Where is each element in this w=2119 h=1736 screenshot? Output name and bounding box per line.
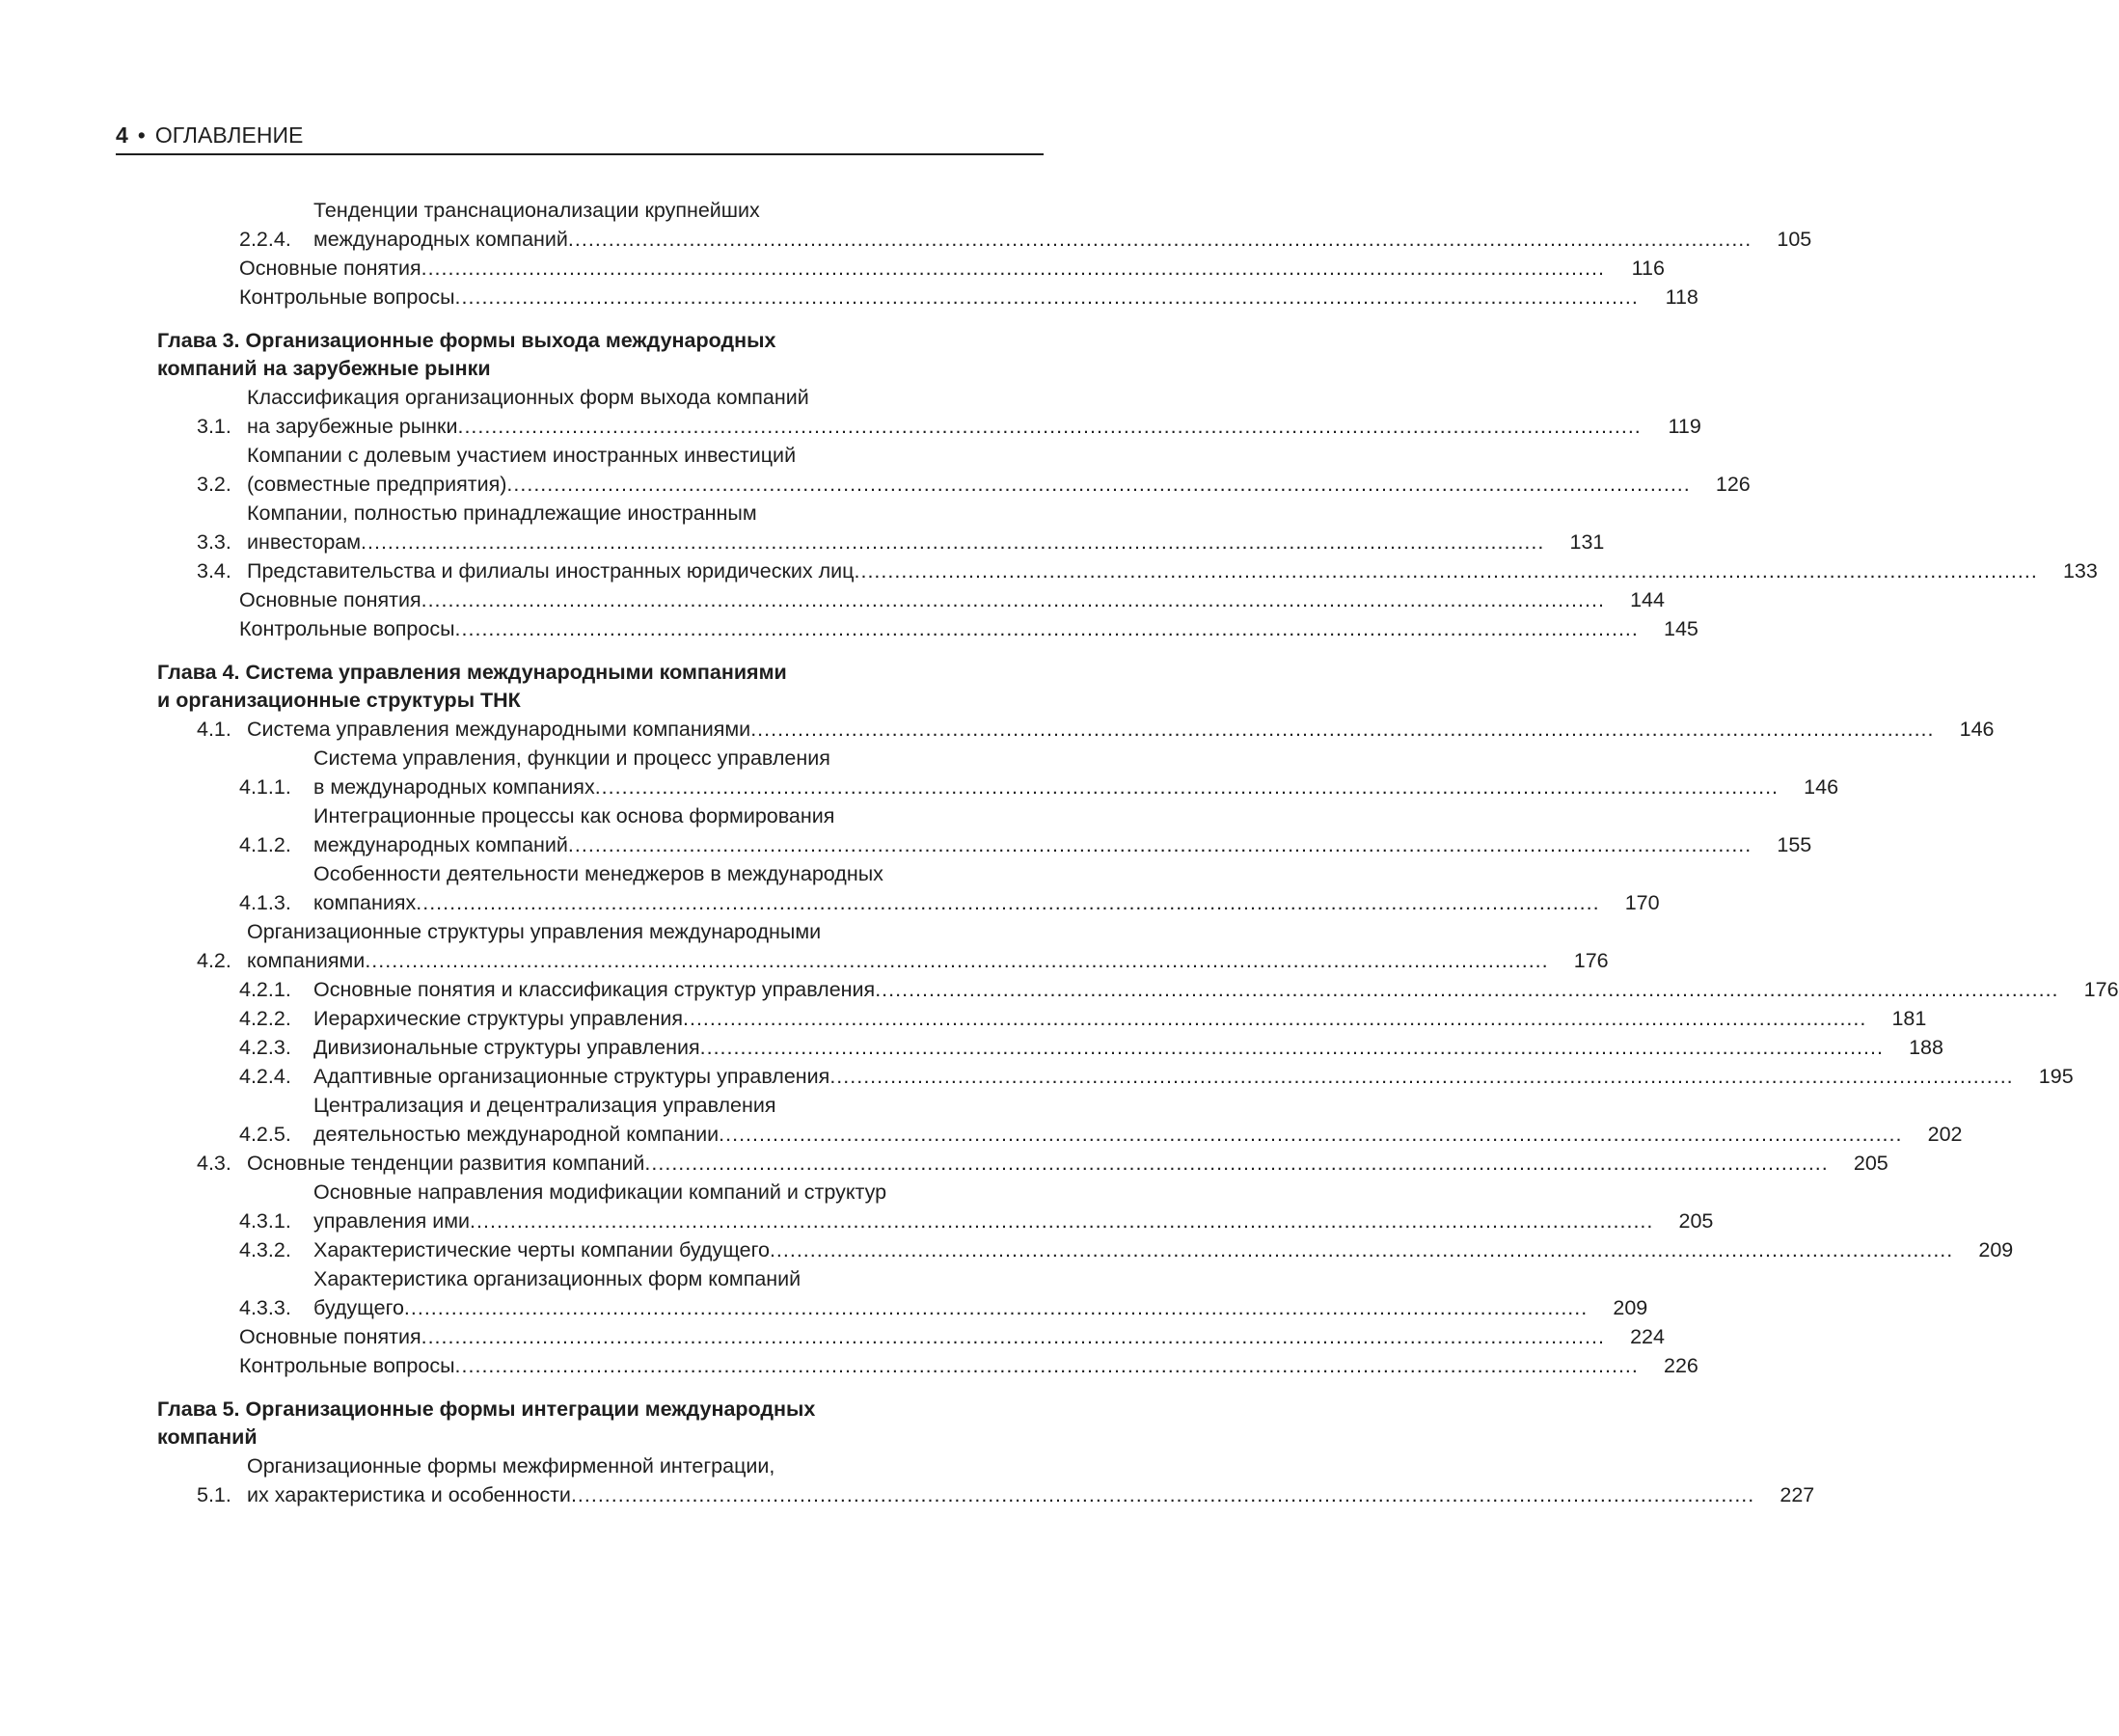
chapter-heading-line: Глава 3. Организационные формы выхода международных — [157, 329, 776, 352]
toc-entry-title — [247, 383, 1647, 441]
toc-entry-number: 3.2. — [197, 473, 231, 496]
toc-entry-title-line: управления ими — [313, 1209, 471, 1233]
toc-entry — [0, 859, 1660, 917]
toc-entry-title-line: Особенности деятельности менеджеров в международных — [313, 862, 883, 885]
dot-leader — [416, 888, 1599, 917]
running-title: ОГЛАВЛЕНИЕ — [154, 122, 304, 148]
toc-entry-number: 4.2.1. — [239, 978, 291, 1001]
toc-entry-number: 4.3. — [197, 1152, 231, 1175]
toc-entry-title-last-line — [313, 773, 1779, 801]
toc-entry — [0, 254, 1665, 283]
toc-entry-title-last-line — [313, 1235, 1953, 1264]
toc-entry-number: 4.1.2. — [239, 833, 291, 856]
chapter-heading-line: и организационные структуры ТНК — [157, 689, 521, 712]
toc-entry-number: 5.1. — [197, 1483, 231, 1506]
toc-entry — [0, 1451, 1815, 1509]
toc-entry-title — [239, 585, 1611, 614]
toc-entry-title-line: Основные направления модификации компаний и структур — [313, 1180, 887, 1204]
dot-leader — [719, 1120, 1902, 1149]
dot-leader — [644, 1149, 1828, 1178]
toc-entry — [0, 1351, 1698, 1380]
toc-entry — [0, 499, 1605, 556]
toc-entry-number: 3.1. — [197, 415, 231, 438]
toc-entry — [0, 1264, 1648, 1322]
dot-leader — [365, 946, 1548, 975]
toc-entry-title — [313, 1004, 1872, 1033]
toc-entry-title-last-line — [313, 1004, 1866, 1033]
toc-entry-title-last-line — [247, 470, 1691, 499]
toc-entry-title-line: Характеристика организационных форм компаний — [313, 1267, 801, 1290]
toc-entry-title-line: инвесторам — [247, 530, 362, 554]
toc-entry-title-line: Тенденции транснационализации крупнейших — [313, 199, 760, 222]
toc-entry-title — [239, 1322, 1611, 1351]
toc-entry-page: 195 — [2038, 1065, 2074, 1088]
toc-entry — [0, 1322, 1665, 1351]
toc-entry-number: 4.1. — [197, 718, 231, 741]
toc-entry-title — [313, 1033, 1889, 1062]
page-number: 4 — [116, 122, 128, 148]
toc-entry-title — [313, 1062, 2020, 1091]
toc-entry-title — [313, 1264, 1593, 1322]
dot-leader — [455, 283, 1639, 312]
toc-entry-page: 209 — [1613, 1296, 1648, 1319]
toc-entry — [0, 1235, 2014, 1264]
dot-leader — [855, 556, 2038, 585]
toc-entry-number: 2.2.4. — [239, 228, 291, 251]
toc-entry-title-line: Контрольные вопросы — [239, 285, 455, 309]
toc-entry-title-line: Контрольные вопросы — [239, 617, 455, 640]
toc-entry-title-last-line — [247, 1149, 1829, 1178]
toc-entry-title-line: Иерархические структуры управления — [313, 1007, 684, 1030]
toc-entry-title — [313, 196, 1757, 254]
toc-entry-page: 155 — [1777, 833, 1812, 856]
toc-entry-title-last-line — [239, 614, 1639, 643]
toc-entry-title-last-line — [313, 1062, 2014, 1091]
toc-entry-page: 227 — [1779, 1483, 1815, 1506]
toc-entry-page: 133 — [2062, 559, 2098, 583]
toc-entry-title-line: Организационные структуры управления международными — [247, 920, 822, 943]
toc-entry-title-line: Компании, полностью принадлежащие иностранным — [247, 502, 757, 525]
toc-entry-title — [239, 254, 1611, 283]
dot-leader — [404, 1293, 1588, 1322]
toc-entry-page: 146 — [1804, 775, 1839, 799]
toc-entry-title-line: международных компаний — [313, 228, 568, 251]
toc-entry-title-line: будущего — [313, 1296, 404, 1319]
toc-entry — [0, 1033, 1943, 1062]
toc-entry-title-last-line — [247, 715, 1935, 744]
toc-entry — [0, 614, 1698, 643]
toc-entry — [0, 917, 1609, 975]
toc-entry-title-last-line — [313, 1207, 1653, 1235]
toc-entry-page: 226 — [1664, 1354, 1698, 1377]
dot-leader — [457, 412, 1641, 441]
toc-entry-title-line: Система управления, функции и процесс управления — [313, 746, 830, 770]
toc-entry-title-last-line — [247, 412, 1642, 441]
toc-entry-title-line: Классификация организационных форм выхода компаний — [247, 386, 809, 409]
dot-leader — [829, 1062, 2013, 1091]
chapter-heading — [157, 1396, 1006, 1451]
toc-entry-page: 176 — [1573, 949, 1609, 972]
chapter-heading — [157, 659, 1006, 715]
dot-leader — [571, 1480, 1754, 1509]
toc-entry-title-last-line — [239, 254, 1605, 283]
toc-entry — [0, 1004, 1927, 1033]
toc-entry-title — [239, 614, 1644, 643]
toc-entry-title-line: Организационные формы межфирменной интеграции, — [247, 1454, 775, 1478]
toc-entry-title-last-line — [247, 528, 1544, 556]
dot-leader — [470, 1207, 1653, 1235]
chapter-heading-line: Глава 5. Организационные формы интеграции международных — [157, 1397, 816, 1421]
dot-leader — [568, 225, 1752, 254]
header-rule — [116, 153, 1044, 155]
toc-entry-title-line: Система управления международными компаниями — [247, 718, 751, 741]
toc-entry-title-line: Контрольные вопросы — [239, 1354, 455, 1377]
toc-entry-number: 3.3. — [197, 530, 231, 554]
toc-entry-title-line: Основные понятия — [239, 1325, 421, 1348]
dot-leader — [455, 614, 1639, 643]
toc-entry-title-line: на зарубежные рынки — [247, 415, 458, 438]
toc-entry-title-last-line — [247, 556, 2038, 585]
toc-entry — [0, 1149, 1888, 1178]
toc-entry-title — [313, 859, 1606, 917]
toc-entry-title-last-line — [247, 1480, 1754, 1509]
toc-entry-title-line: Характеристические черты компании будущего — [313, 1238, 770, 1261]
toc-entry — [0, 744, 1839, 801]
toc-entry-title-last-line — [313, 888, 1600, 917]
toc-entry-title-last-line — [239, 1351, 1639, 1380]
toc-entry-page: 146 — [1959, 718, 1995, 741]
toc-entry-title — [313, 1178, 1659, 1235]
toc-entry-page: 119 — [1668, 415, 1701, 438]
toc-entry-title-last-line — [239, 585, 1605, 614]
toc-entry-title-last-line — [239, 1322, 1605, 1351]
toc-entry-number: 4.3.3. — [239, 1296, 291, 1319]
toc-entry-page: 118 — [1665, 285, 1698, 309]
dot-leader — [421, 1322, 1605, 1351]
toc-entry-page: 131 — [1569, 530, 1605, 554]
toc-entry-title-last-line — [247, 946, 1549, 975]
toc-entry-page: 116 — [1631, 257, 1665, 280]
dot-leader — [455, 1351, 1639, 1380]
toc-entry-number: 4.1.1. — [239, 775, 291, 799]
toc-entry-title-line: (совместные предприятия) — [247, 473, 507, 496]
toc-entry — [0, 441, 1751, 499]
toc-entry-page: 202 — [1927, 1123, 1963, 1146]
toc-entry-title — [313, 744, 1784, 801]
dot-leader — [875, 975, 2058, 1004]
toc-entry-title — [313, 1091, 1908, 1149]
toc-entry-title-line: Интеграционные процессы как основа формирования — [313, 804, 835, 827]
toc-entry-title-last-line — [239, 283, 1639, 312]
toc-entry-page: 181 — [1891, 1007, 1927, 1030]
toc-entry-title — [247, 1149, 1834, 1178]
toc-entry-number: 4.3.2. — [239, 1238, 291, 1261]
toc-entry-page: 205 — [1853, 1152, 1888, 1175]
dot-leader — [700, 1033, 1884, 1062]
dot-leader — [421, 254, 1605, 283]
toc-entry-title-line: Основные понятия — [239, 588, 421, 611]
toc-entry-page: 176 — [2083, 978, 2119, 1001]
toc-entry-page: 205 — [1678, 1209, 1714, 1233]
toc-entry-number: 4.3.1. — [239, 1209, 291, 1233]
dot-leader — [750, 715, 1934, 744]
toc-entry-title — [313, 975, 2065, 1004]
bullet-separator: • — [137, 122, 146, 148]
toc-entry-title — [247, 556, 2044, 585]
toc-entry — [0, 1062, 2074, 1091]
toc-entry-title-line: Адаптивные организационные структуры управления — [313, 1065, 830, 1088]
toc-entry — [0, 556, 2098, 585]
toc-entry-title-line: в международных компаниях — [313, 775, 595, 799]
toc-entry-title — [313, 801, 1757, 859]
chapter-heading-line: компаний — [157, 1425, 258, 1449]
toc-entry-title — [247, 1451, 1760, 1509]
toc-entry-title — [247, 715, 1941, 744]
toc-entry-number: 4.2.5. — [239, 1123, 291, 1146]
toc-entry-title-last-line — [313, 1293, 1588, 1322]
chapter-heading — [157, 327, 1006, 383]
table-of-contents — [0, 196, 2119, 1509]
toc-entry-title-line: Основные тенденции развития компаний — [247, 1152, 645, 1175]
toc-entry-title-line: Основные понятия и классификация структур управления — [313, 978, 876, 1001]
toc-entry-page: 105 — [1777, 228, 1812, 251]
toc-entry-page: 126 — [1715, 473, 1751, 496]
toc-entry-title — [247, 499, 1550, 556]
toc-entry-title-last-line — [313, 225, 1752, 254]
toc-entry-number: 4.2. — [197, 949, 231, 972]
toc-entry-title-last-line — [313, 830, 1752, 859]
toc-entry-title-line: Представительства и филиалы иностранных юридических лиц — [247, 559, 855, 583]
toc-entry — [0, 585, 1665, 614]
toc-entry — [0, 801, 1812, 859]
toc-entry-title-line: международных компаний — [313, 833, 568, 856]
toc-entry-page: 224 — [1630, 1325, 1665, 1348]
toc-entry-number: 4.2.4. — [239, 1065, 291, 1088]
toc-entry-title-last-line — [313, 1033, 1884, 1062]
dot-leader — [361, 528, 1544, 556]
page-header — [116, 122, 1044, 149]
toc-entry-number: 4.1.3. — [239, 891, 291, 914]
toc-entry — [0, 383, 1701, 441]
dot-leader — [770, 1235, 1953, 1264]
toc-entry-title — [313, 1235, 1959, 1264]
toc-entry-page: 188 — [1909, 1036, 1943, 1059]
dot-leader — [421, 585, 1605, 614]
toc-entry-title — [247, 917, 1555, 975]
toc-entry-title-line: их характеристика и особенности — [247, 1483, 571, 1506]
toc-entry-title-line: Основные понятия — [239, 257, 421, 280]
toc-entry-page: 209 — [1978, 1238, 2014, 1261]
toc-entry-page: 144 — [1630, 588, 1665, 611]
toc-entry-title-last-line — [313, 1120, 1902, 1149]
toc-entry-number: 4.2.2. — [239, 1007, 291, 1030]
dot-leader — [595, 773, 1779, 801]
dot-leader — [568, 830, 1752, 859]
dot-leader — [683, 1004, 1866, 1033]
chapter-heading-line: компаний на зарубежные рынки — [157, 357, 491, 380]
toc-entry-title — [239, 283, 1644, 312]
dot-leader — [506, 470, 1690, 499]
toc-entry-title-line: Компании с долевым участием иностранных инвестиций — [247, 444, 797, 467]
toc-entry — [0, 196, 1812, 254]
toc-entry-title-line: компаниями — [247, 949, 366, 972]
toc-entry-number: 3.4. — [197, 559, 231, 583]
toc-entry — [0, 1091, 1963, 1149]
toc-entry-title-line: компаниях — [313, 891, 417, 914]
toc-entry-title — [239, 1351, 1644, 1380]
toc-entry-title-line: Централизация и децентрализация управления — [313, 1094, 776, 1117]
toc-entry-title-line: деятельностью международной компании — [313, 1123, 720, 1146]
toc-entry — [0, 283, 1698, 312]
toc-entry — [0, 715, 1995, 744]
toc-entry-title-line: Дивизиональные структуры управления — [313, 1036, 700, 1059]
toc-entry-page: 170 — [1624, 891, 1660, 914]
toc-entry — [0, 1178, 1714, 1235]
toc-entry — [0, 975, 2119, 1004]
chapter-heading-line: Глава 4. Система управления международными компаниями — [157, 661, 787, 684]
toc-entry-title — [247, 441, 1697, 499]
toc-entry-number: 4.2.3. — [239, 1036, 291, 1059]
toc-entry-title-last-line — [313, 975, 2059, 1004]
toc-entry-page: 145 — [1664, 617, 1698, 640]
